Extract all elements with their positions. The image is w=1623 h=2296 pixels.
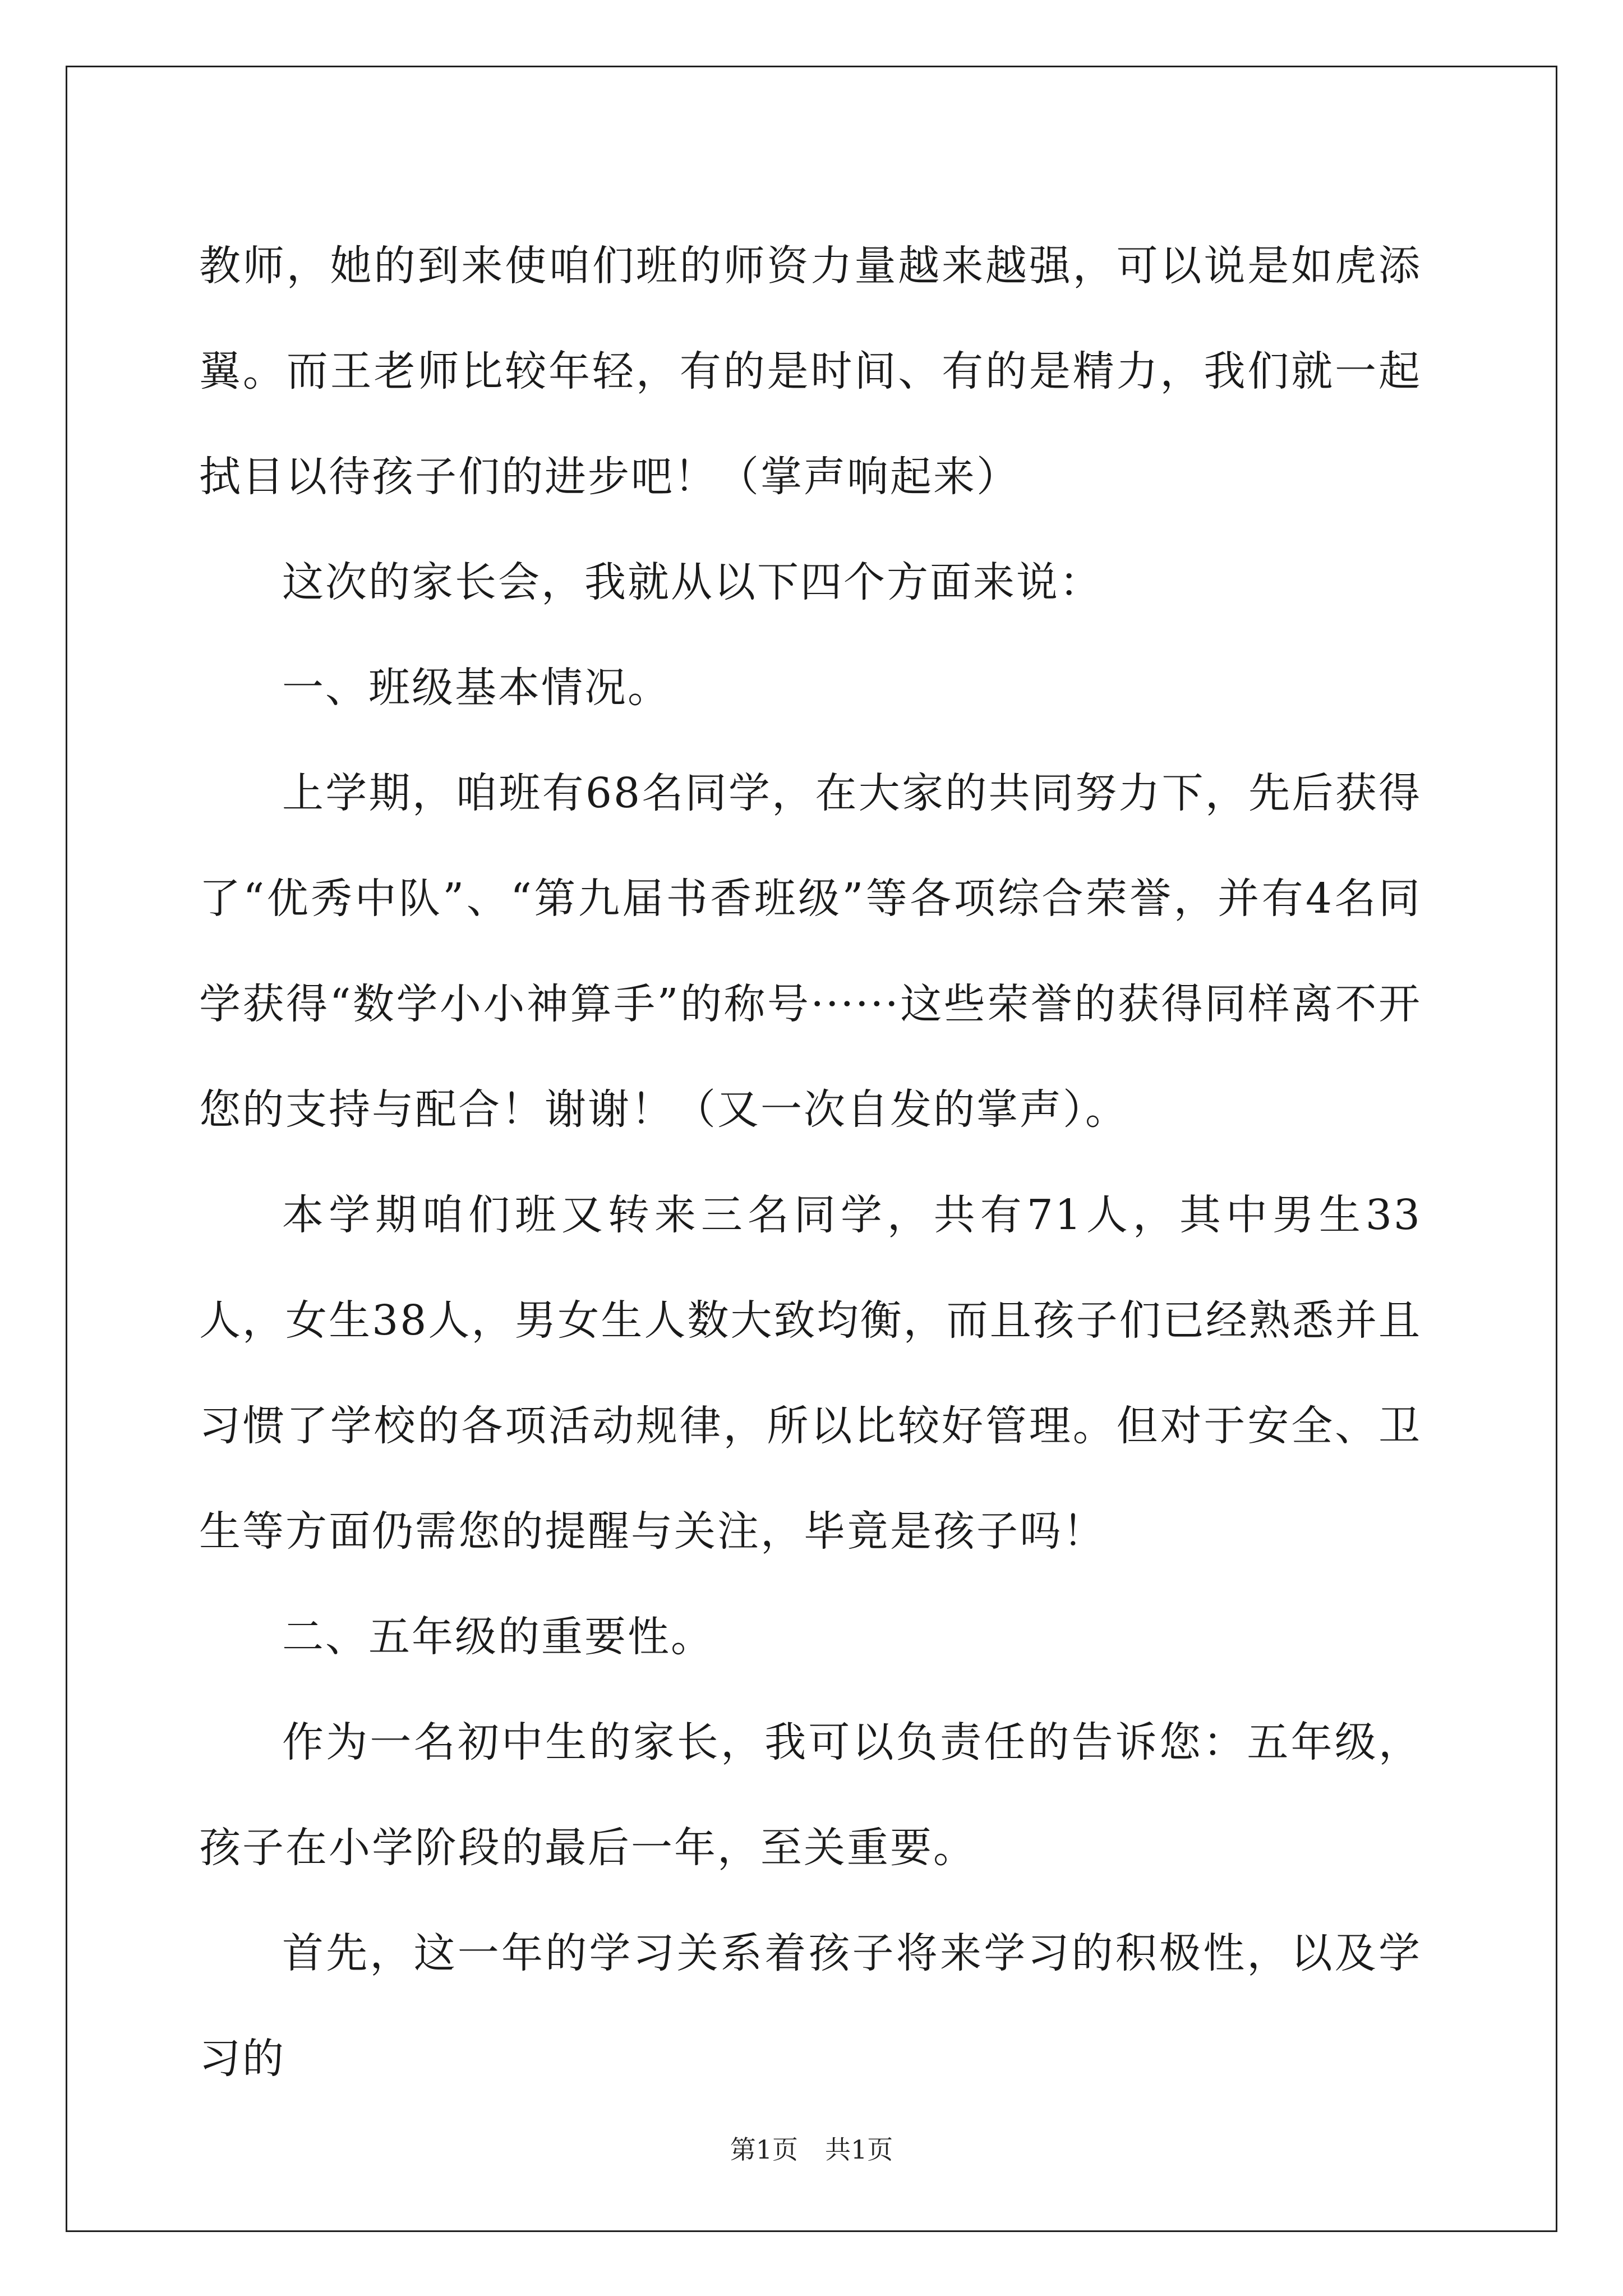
paragraph-1: 教师，她的到来使咱们班的师资力量越来越强，可以说是如虎添翼。而王老师比较年轻，有的是时间、有的是精力，我们就一起拭目以待孩子们的进步吧！（掌声响起来） xyxy=(199,242,1422,501)
section-heading-2: 二、五年级的重要性。 xyxy=(282,1613,714,1661)
paragraph-3: 上学期，咱班有68名同学，在大家的共同努力下，先后获得了“优秀中队”、“第九届书香班级”等各项综合荣誉，并有4名同学获得“数学小小神算手”的称号······这些荣誉的获得同样离不开您的支持与配合！谢谢！（又一次自发的掌声）。 xyxy=(199,769,1422,1134)
page-footer xyxy=(0,2133,1623,2166)
section-heading-1: 一、班级基本情况。 xyxy=(282,664,671,712)
document-body xyxy=(199,213,1422,2111)
paragraph-5: 作为一名初中生的家长，我可以负责任的告诉您：五年级，孩子在小学阶段的最后一年，至关重要。 xyxy=(199,1718,1422,1872)
paragraph-6: 首先，这一年的学习关系着孩子将来学习的积极性，以及学习的 xyxy=(199,1929,1422,2083)
paragraph-4: 本学期咱们班又转来三名同学，共有71人，其中男生33人，女生38人，男女生人数大致均衡，而且孩子们已经熟悉并且习惯了学校的各项活动规律，所以比较好管理。但对于安全、卫生等方面仍需您的提醒与关注，毕竟是孩子吗！ xyxy=(199,1191,1422,1556)
total-pages: 共1页 xyxy=(825,2134,893,2165)
paragraph-2: 这次的家长会，我就从以下四个方面来说： xyxy=(282,558,1103,606)
page-number: 第1页 xyxy=(730,2134,798,2165)
